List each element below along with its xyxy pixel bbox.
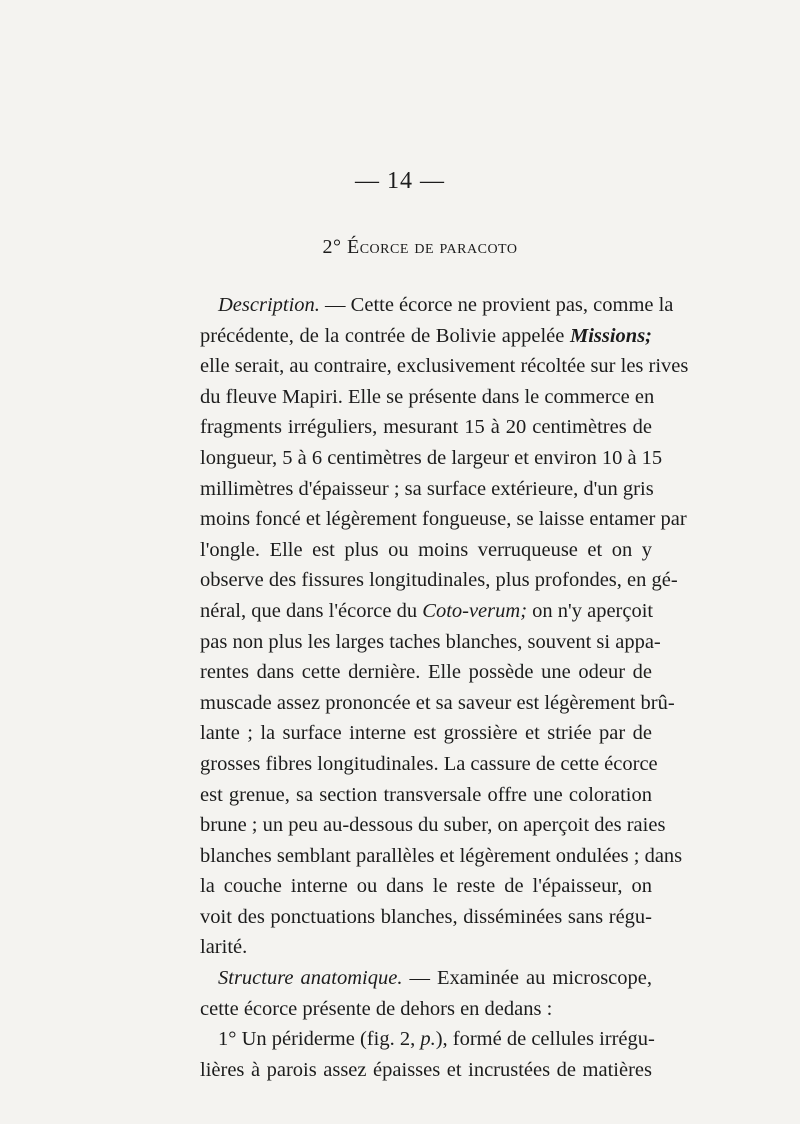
text-line bbox=[200, 810, 666, 841]
italic-term: Coto-verum; bbox=[422, 599, 528, 622]
text-line bbox=[200, 1055, 652, 1086]
text-line bbox=[200, 718, 652, 749]
line-text: — Examinée au microscope, bbox=[402, 967, 652, 990]
text-line bbox=[200, 443, 663, 474]
line-text: larité. bbox=[200, 936, 248, 959]
line-text: moins foncé et légèrement fongueuse, se laisse entamer par bbox=[200, 508, 687, 531]
text-line bbox=[200, 780, 652, 811]
text-line bbox=[200, 290, 674, 321]
line-text: voit des ponctuations blanches, disséminées sans régu- bbox=[200, 905, 652, 928]
line-text-after: on n'y aperçoit bbox=[527, 599, 654, 622]
text-line bbox=[200, 932, 652, 963]
text-line bbox=[200, 351, 689, 382]
line-text: lières à parois assez épaisses et incrustées de matières bbox=[200, 1058, 652, 1081]
line-text: cette écorce présente de dehors en dedans : bbox=[200, 997, 553, 1020]
line-text: longueur, 5 à 6 centimètres de largeur et environ 10 à 15 bbox=[200, 446, 663, 469]
line-text: lante ; la surface interne est grossière et striée par de bbox=[200, 722, 652, 745]
text-line bbox=[200, 749, 658, 780]
text-line bbox=[200, 382, 655, 413]
text-line bbox=[200, 504, 687, 535]
line-text: néral, que dans l'écorce du bbox=[200, 599, 423, 622]
line-text: grosses fibres longitudinales. La cassure de cette écorce bbox=[200, 752, 658, 775]
line-text: — Cette écorce ne provient pas, comme la bbox=[319, 294, 674, 316]
paragraph-label: Description. bbox=[218, 294, 320, 316]
line-text-after: ), formé de cellules irrégu- bbox=[435, 1028, 655, 1051]
text-line bbox=[200, 412, 652, 443]
line-text: 1° Un périderme (fig. 2, bbox=[218, 1028, 421, 1051]
body-text bbox=[200, 290, 689, 1085]
line-text: rentes dans cette dernière. Elle possède une odeur de bbox=[200, 661, 652, 684]
text-line bbox=[200, 688, 675, 719]
text-line bbox=[200, 565, 678, 596]
line-text: précédente, de la contrée de Bolivie appelée bbox=[200, 324, 570, 347]
text-line bbox=[200, 994, 652, 1025]
line-text: la couche interne ou dans le reste de l'épaisseur, on bbox=[200, 875, 652, 898]
text-line bbox=[200, 902, 652, 933]
emphasized-term: Missions; bbox=[569, 324, 652, 347]
paragraph-label: Structure anatomique. bbox=[218, 967, 403, 990]
text-line bbox=[200, 474, 652, 505]
line-text: l'ongle. Elle est plus ou moins verruqueuse et on y bbox=[200, 538, 652, 561]
line-text: est grenue, sa section transversale offre une coloration bbox=[200, 783, 652, 806]
text-line bbox=[200, 535, 652, 566]
line-text: muscade assez prononcée et sa saveur est légèrement brû- bbox=[200, 691, 675, 714]
line-text: brune ; un peu au-dessous du suber, on aperçoit des raies bbox=[200, 814, 666, 837]
line-text: blanches semblant parallèles et légèrement ondulées ; dans bbox=[200, 844, 683, 867]
text-line bbox=[200, 871, 652, 902]
line-text: du fleuve Mapiri. Elle se présente dans le commerce en bbox=[200, 385, 655, 408]
line-text: elle serait, au contraire, exclusivement récoltée sur les rives bbox=[200, 355, 689, 378]
line-text: observe des fissures longitudinales, plus profondes, en gé- bbox=[200, 569, 678, 592]
section-heading: 2° Écorce de paracoto bbox=[322, 236, 518, 258]
line-text: pas non plus les larges taches blanches, souvent si appa- bbox=[200, 630, 661, 653]
text-line bbox=[200, 321, 652, 352]
text-line bbox=[200, 1024, 655, 1055]
line-text: fragments irréguliers, mesurant 15 à 20 centimètres de bbox=[200, 416, 652, 439]
page-number: — 14 — bbox=[355, 168, 445, 194]
text-line bbox=[200, 963, 652, 994]
text-line bbox=[200, 841, 683, 872]
text-line bbox=[200, 596, 652, 627]
text-line bbox=[200, 657, 652, 688]
text-line bbox=[200, 627, 661, 658]
italic-term: p. bbox=[420, 1028, 436, 1051]
line-text: millimètres d'épaisseur ; sa surface extérieure, d'un gris bbox=[200, 477, 654, 500]
